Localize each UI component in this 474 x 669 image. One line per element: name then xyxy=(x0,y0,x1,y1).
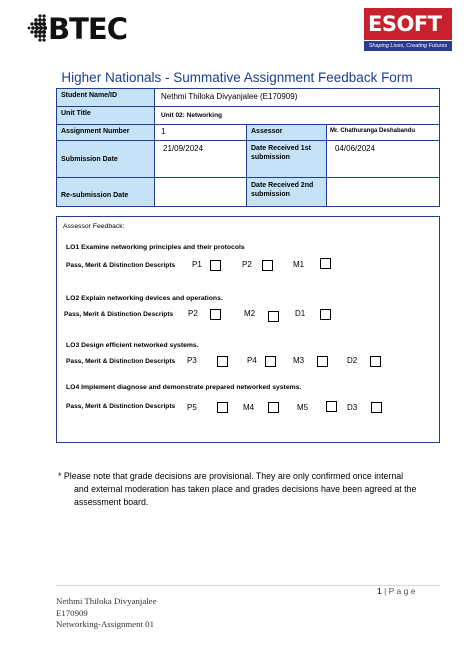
student-name-label: Student Name/ID xyxy=(57,89,155,107)
assessor-feedback-heading: Assessor Feedback: xyxy=(63,223,125,230)
footer-author-name: Nethmi Thiloka Divyanjalee xyxy=(56,596,157,606)
lo1-grade-p1: P1 xyxy=(192,260,202,269)
lo2-m2-checkbox[interactable] xyxy=(268,311,279,322)
lo3-descriptors-label: Pass, Merit & Distinction Descripts xyxy=(66,358,176,365)
lo3-grade-p4: P4 xyxy=(247,356,257,365)
lo3-p4-checkbox[interactable] xyxy=(265,356,276,367)
lo4-m5-checkbox[interactable] xyxy=(326,401,337,412)
lo1-grade-p2: P2 xyxy=(242,260,252,269)
page-number-value: 1 xyxy=(377,586,382,596)
note-line-3: assessment board. xyxy=(74,497,149,507)
esoft-wordmark: ESOFT xyxy=(368,12,442,36)
lo4-grade-p5: P5 xyxy=(187,403,197,412)
submission-date-value: 21/09/2024 xyxy=(155,141,247,178)
provisional-grades-note xyxy=(58,470,418,509)
assessor-value: Mr. Chathuranga Deshabandu xyxy=(327,125,439,141)
date-received-1-value: 04/06/2024 xyxy=(327,141,439,178)
lo1-p2-checkbox[interactable] xyxy=(262,260,273,271)
lo4-title: LO4 Implement diagnose and demonstrate prepared networked systems. xyxy=(66,384,302,391)
lo2-title: LO2 Explain networking devices and operations. xyxy=(66,295,223,302)
footer-author-id: E170909 xyxy=(56,607,88,618)
page-title: Higher Nationals - Summative Assignment Feedback Form xyxy=(61,70,413,85)
esoft-tagline: Shaping Lives, Creating Futures xyxy=(364,41,452,51)
lo2-grade-d1: D1 xyxy=(295,309,306,318)
assessor-label: Assessor xyxy=(247,125,327,141)
lo4-d3-checkbox[interactable] xyxy=(371,402,382,413)
date-received-1-label: Date Received 1st submission xyxy=(247,141,327,178)
assessor-feedback-box xyxy=(56,216,440,443)
lo3-d2-checkbox[interactable] xyxy=(370,356,381,367)
page-word: | P a g e xyxy=(384,586,416,596)
submission-date-label: Submission Date xyxy=(57,141,155,178)
lo2-descriptors-label: Pass, Merit & Distinction Descripts xyxy=(64,311,174,318)
lo1-title: LO1 Examine networking principles and their protocols xyxy=(66,244,245,251)
resubmission-date-value xyxy=(155,178,247,206)
lo2-grade-m2: M2 xyxy=(244,309,256,318)
note-line-1: * Please note that grade decisions are provisional. They are only confirmed once internal xyxy=(58,471,404,481)
btec-logo xyxy=(26,10,136,48)
lo2-d1-checkbox[interactable] xyxy=(320,309,331,320)
lo1-descriptors-label: Pass, Merit & Distinction Descripts xyxy=(66,262,176,269)
lo3-m3-checkbox[interactable] xyxy=(317,356,328,367)
date-received-2-label: Date Received 2nd submission xyxy=(247,178,327,206)
note-line-2: and external moderation has taken place and grades decisions have been agreed at the xyxy=(74,484,417,494)
lo1-m1-checkbox[interactable] xyxy=(320,258,331,269)
assignment-number-label: Assignment Number xyxy=(57,125,155,141)
assignment-number-value: 1 xyxy=(155,125,247,141)
unit-title-value: Unit 02: Networking xyxy=(155,107,439,125)
lo4-grade-d3: D3 xyxy=(347,403,358,412)
info-table xyxy=(56,88,440,207)
lo3-grade-p3: P3 xyxy=(187,356,197,365)
unit-title-label: Unit Title xyxy=(57,107,155,125)
lo3-grade-d2: D2 xyxy=(347,356,358,365)
lo4-m4-checkbox[interactable] xyxy=(268,402,279,413)
date-received-2-value xyxy=(327,178,439,206)
esoft-logo-box xyxy=(364,8,452,40)
lo1-p1-checkbox[interactable] xyxy=(210,260,221,271)
student-name-value: Nethmi Thiloka Divyanjalee (E170909) xyxy=(155,89,439,107)
lo3-p3-checkbox[interactable] xyxy=(217,356,228,367)
lo3-grade-m3: M3 xyxy=(293,356,305,365)
footer-author-block xyxy=(56,596,157,631)
page-number xyxy=(377,586,415,596)
resubmission-date-label: Re-submission Date xyxy=(57,178,155,206)
lo3-title: LO3 Design efficient networked systems. xyxy=(66,342,199,349)
btec-wordmark: BTEC xyxy=(48,12,127,46)
lo4-grade-m4: M4 xyxy=(243,403,255,412)
btec-dots-icon xyxy=(26,13,48,43)
lo4-p5-checkbox[interactable] xyxy=(217,402,228,413)
lo2-p2-checkbox[interactable] xyxy=(210,309,221,320)
lo1-grade-m1: M1 xyxy=(293,260,305,269)
esoft-logo xyxy=(364,8,452,50)
footer-document-name: Networking-Assignment 01 xyxy=(56,619,154,629)
lo4-descriptors-label: Pass, Merit & Distinction Descripts xyxy=(66,403,176,410)
lo4-grade-m5: M5 xyxy=(297,403,309,412)
lo2-grade-p2: P2 xyxy=(188,309,198,318)
